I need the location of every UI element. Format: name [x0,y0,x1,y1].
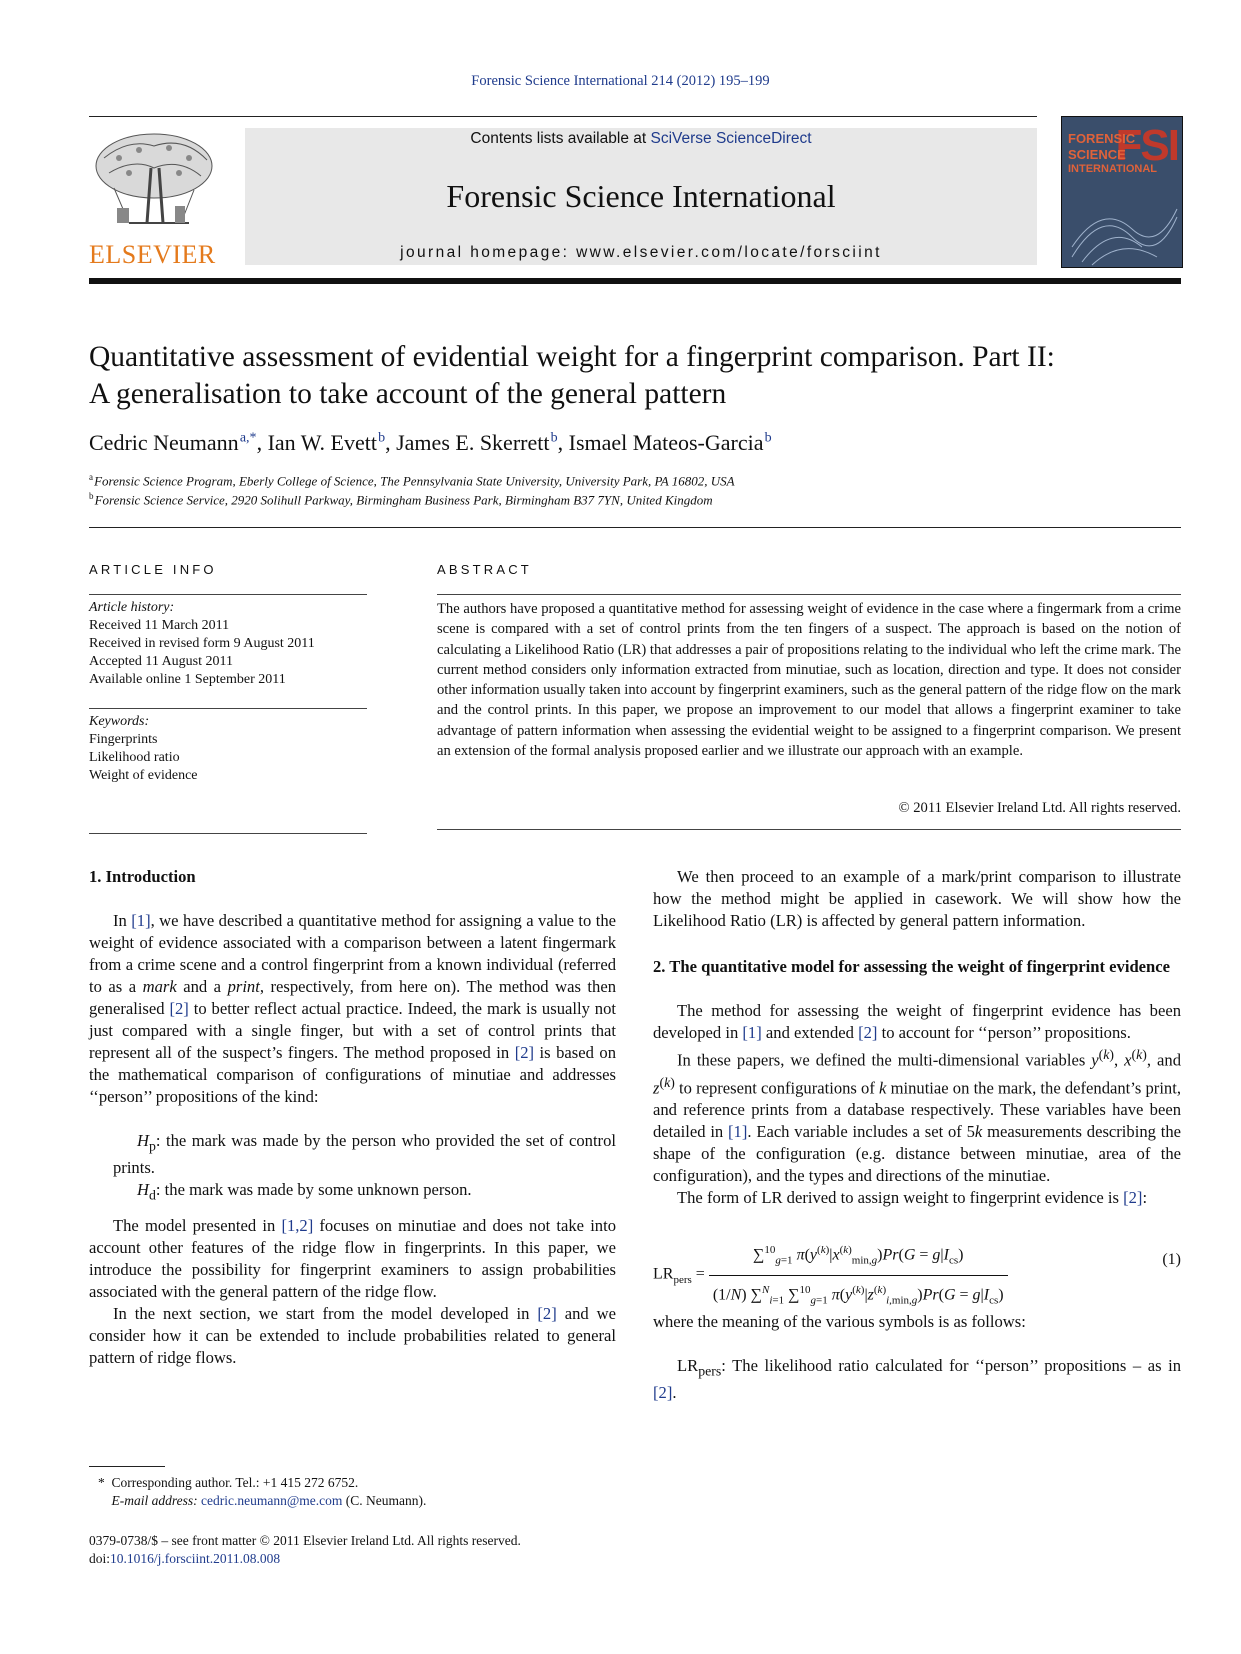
affiliation-text: Forensic Science Service, 2920 Solihull Parkway, Birmingham Business Park, Birmingham B37 7YN, United Kingdom [94,492,713,508]
hypothesis-hd: $H_d$: the mark was made by some unknown person. [137,1180,472,1203]
journal-title[interactable]: Forensic Science International [446,178,836,214]
cover-title-2: SCIENCE [1068,147,1126,162]
keyword: Weight of evidence [89,768,198,783]
affiliation [89,491,713,508]
article-info-heading: ARTICLE INFO [89,562,217,577]
abstract-rule-top [437,594,1181,595]
elsevier-wordmark: ELSEVIER [89,240,216,269]
footnote-rule [89,1466,165,1467]
author-name[interactable]: Ian W. Evett [267,430,377,455]
author-affiliation-mark[interactable]: b [764,430,772,446]
sciencedirect-link[interactable]: SciVerse ScienceDirect [650,130,812,147]
equation-number: (1) [1162,1251,1181,1269]
author-list: Cedric Neumann $^{a,*}$, Ian W. Evett $^b$, James E. Skerrett $^b$, Ismael Mateos-Garcia $^b$ [89,430,772,455]
history-online: Available online 1 September 2011 [89,672,286,687]
abstract-heading: ABSTRACT [437,562,532,577]
section-2-paragraph-3: The form of LR derived to assign weight to fingerprint evidence is [2]: [677,1188,1148,1208]
affiliation [89,472,735,489]
cover-title-1: FORENSIC [1068,131,1136,146]
intro-paragraph-3: In the next section, we start from the model developed in [2] and we consider how it can be extended to include probabilities related to general pattern of ridge flows. [89,1303,616,1367]
history-rule [89,708,367,709]
journal-banner [245,128,1037,265]
article-history [89,599,315,689]
footnote-corresponding: * Corresponding author. Tel.: +1 415 272 6752. E-mail address: cedric.neumann@me.com (C. Neumann). [98,1475,427,1508]
reference-link[interactable]: [1] [728,1122,748,1142]
reference-link[interactable]: [1,2] [281,1215,314,1235]
header-top-rule [89,116,1037,117]
abstract-copyright: © 2011 Elsevier Ireland Ltd. All rights reserved. [898,800,1181,816]
history-received: Received 11 March 2011 [89,618,230,633]
section-2-heading: 2. The quantitative model for assessing the weight of fingerprint evidence [653,957,1170,976]
elsevier-tree-icon [89,128,219,236]
reference-link[interactable]: [2] [653,1383,673,1403]
reference-link[interactable]: [1] [131,911,151,930]
author-name[interactable]: Ismael Mateos-Garcia [568,430,764,455]
email-link[interactable]: cedric.neumann@me.com [201,1493,343,1508]
left-column [89,866,616,1369]
history-revised: Received in revised form 9 August 2011 [89,636,315,651]
author-affiliation-mark[interactable]: b [378,430,386,446]
cover-badge: FSI [1115,121,1178,170]
reference-link[interactable]: [2] [858,1023,878,1042]
front-matter: 0379-0738/$ – see front matter © 2011 Elsevier Ireland Ltd. All rights reserved. doi:10.1016/j.forsciint.2011.08.008 [89,1533,521,1566]
journal-homepage[interactable]: journal homepage: www.elsevier.com/locate/forsciint [400,244,882,261]
header-bottom-rule [89,278,1181,284]
symbol-definition-lrpers: $LR_{pers}$: The likelihood ratio calculated for ‘‘person’’ propositions – as in [2]. [653,1356,1181,1403]
section-2-paragraph-1: The method for assessing the weight of fingerprint evidence has been developed in [1] and extended [2] to account for ‘‘person’’ propositions. [653,1001,1181,1042]
intro-paragraph-2: The model presented in [1,2] focuses on minutiae and does not take into account other features of the ridge flow in fingerprints. In this paper, we introduce the possibility for fingerprint examiners to assign probabilities associated with the general pattern of the ridge flow. [89,1215,617,1301]
hypothesis-hp: $H_p$: the mark was made by the person who provided the set of control prints. [113,1131,616,1178]
cover-title-3: INTERNATIONAL [1068,163,1158,175]
affiliation-mark: b [89,491,94,501]
right-paragraph-0: We then proceed to an example of a mark/print comparison to illustrate how the method might be applied in casework. We will show how the Likelihood Ratio (LR) is affected by general pattern information. [653,867,1181,930]
history-label: Article history: [89,600,175,615]
author-affiliation-mark[interactable]: a,* [239,430,257,446]
reference-link[interactable]: [2] [1123,1188,1143,1208]
contents-line [245,130,1037,148]
article-title-line-2: A generalisation to take account of the general pattern [89,378,727,410]
affiliation-rule [89,527,1181,528]
article-title [89,339,1189,413]
section-2-paragraph-2: In these papers, we defined the multi-dimensional variables $y^{(k)}$, $x^{(k)}$, and $z^{(k)}$ to represent configurations of k minutiae on the mark, the defendant’s print, and reference prints from a database respectively. These variables have been detailed in [1]. Each variable includes a set of 5k measurements describing the shape of the configuration (e.g. distance between minutiae, area of the configuration), and the types and directions of the minutiae. [653,1047,1182,1186]
contents-prefix: Contents lists available at [470,130,651,147]
intro-paragraph-1: In [1], we have described a quantitative method for assigning a value to the weight of evidence associated with a comparison between a latent fingermark from a crime scene and a control fingerprint from a known individual (referred to as a mark and a print, respectively, from here on). The method was then generalised [2] to better reflect actual practice. Indeed, the mark is usually not just compared with a single finger, but with a set of control prints that represent all of the suspect’s fingers. The method proposed in [2] is based on the mathematical comparison of configurations of minutiae and addresses ‘‘person’’ propositions of the kind: [89,911,616,1106]
affiliation-text: Forensic Science Program, Eberly College of Science, The Pennsylvania State University, University Park, PA 16802, USA [94,473,735,489]
reference-link[interactable]: [2] [169,999,189,1018]
affiliation-mark: a [89,472,93,482]
abstract-text: The authors have proposed a quantitative method for assessing weight of evidence in the case where a fingermark from a crime scene is compared with a set of control prints from the ten fingers of a suspect. The approach is based on the notion of calculating a Likelihood Ratio (LR) that addresses a pair of propositions relating to the individual who left the crime mark. The current method considers only information extracted from minutiae, such as location, direction and type. It does not consider other information usually taken into account by fingerprint examiners, such as the general pattern of the ridge flow on the mark and the control prints. In this paper, we propose an improvement to our model that allows a fingerprint examiner to take advantage of pattern information when assessing the evidential weight to be assigned to a fingerprint comparison. We present an extension of the formal analysis proposed earlier and we illustrate our approach with an example. [437,601,1181,760]
keywords-label: Keywords: [89,714,150,729]
elsevier-logo[interactable] [89,128,219,268]
keyword: Fingerprints [89,732,158,747]
journal-cover-image[interactable] [1061,116,1183,268]
reference-link[interactable]: [2] [514,1043,535,1062]
right-column [653,866,1181,1404]
author-name[interactable]: Cedric Neumann [89,430,239,455]
author-affiliation-mark[interactable]: b [550,430,558,446]
article-info-rule [89,594,367,595]
equation-1: $LR_{pers}$ = $\frac{\sum^{10}_{g=1} \pi(y^{(k)}|x^{(k)}_{min,g})Pr(G = g|I_{cs})}{(1/N) \sum^N_{i=1} \sum^{10}_{g=1} \pi(y^{(k)}|z^{(k)}_{i,min,g})Pr(G = g|I_{cs})}$ (1) [653,1223,1181,1301]
keywords [89,713,198,785]
reference-link[interactable]: [2] [537,1303,557,1323]
author-name[interactable]: James E. Skerrett [396,430,550,455]
keyword: Likelihood ratio [89,750,180,765]
symbols-intro: where the meaning of the various symbols is as follows: [653,1312,1026,1332]
section-1-heading: 1. Introduction [89,867,196,886]
doi-link[interactable]: 10.1016/j.forsciint.2011.08.008 [110,1551,281,1566]
abstract-rule-bottom [437,829,1181,830]
keywords-rule [89,833,367,834]
cover-fingerprint-art [1062,187,1182,267]
history-accepted: Accepted 11 August 2011 [89,654,233,669]
article-title-line-1: Quantitative assessment of evidential weight for a fingerprint comparison. Part II: [89,341,1055,373]
journal-citation[interactable]: Forensic Science International 214 (2012) 195–199 [471,73,770,89]
reference-link[interactable]: [1] [742,1023,762,1042]
